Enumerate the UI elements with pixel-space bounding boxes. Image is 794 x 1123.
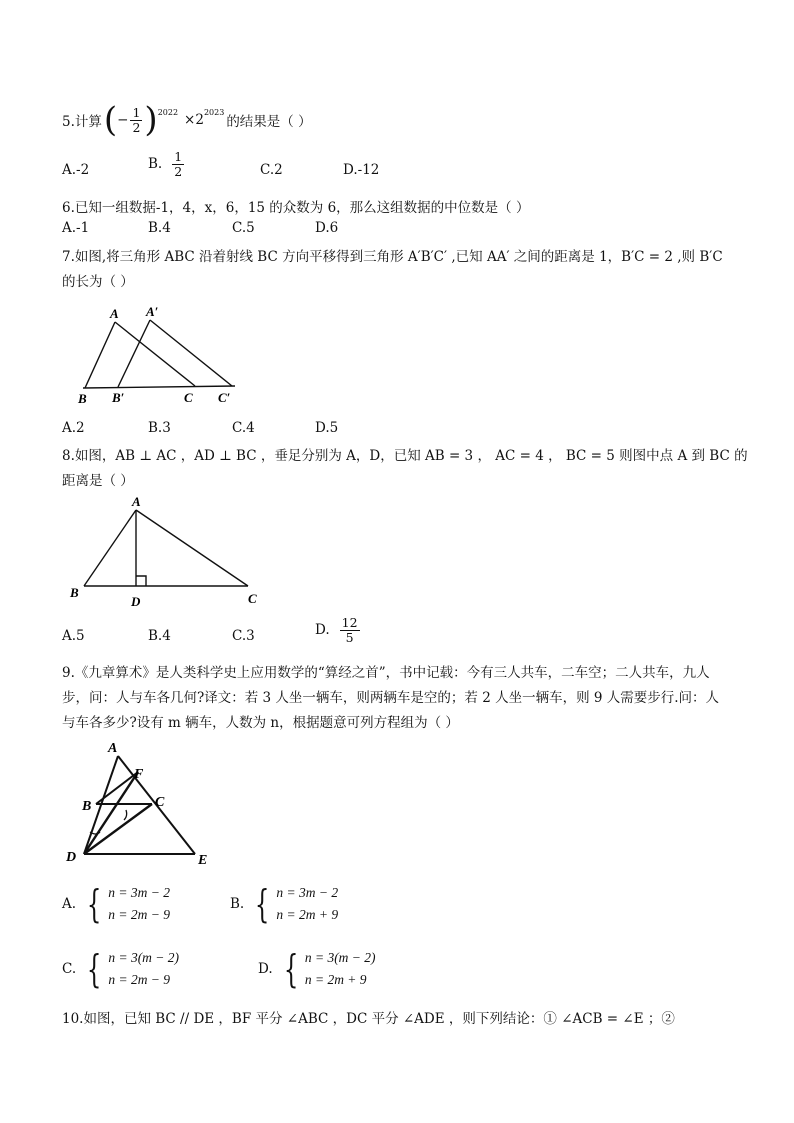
q8-option-a: A.5 [62,628,85,644]
q9-option-a-system [82,882,170,926]
q9-option-d-eq1: n = 3(m − 2) [304,950,376,965]
q9-segment-df [84,772,138,854]
q5-prefix: 5.计算 [62,114,102,130]
question-5-stem [62,100,312,140]
q7-side-a2c2 [150,320,232,386]
q8-side-ab [84,510,136,586]
q5-option-d: D.-12 [343,162,380,178]
q9-option-a [62,882,170,926]
q5-fraction [130,106,142,135]
q5-option-a: A.-2 [62,162,90,178]
q9-segment-dc [84,804,152,854]
brace-icon: { [283,947,298,991]
q5-option-b-fraction [172,150,184,179]
q8-side-ac [136,510,248,586]
question-7-stem-line1: 7.如图,将三角形 ABC 沿着射线 BC 方向平移得到三角形 A′B′C′ ,已知 AA′ 之间的距离是 1，B′C = 2 ,则 B′C [62,249,723,265]
left-paren: ( [103,100,118,140]
q8-right-triangle-figure [64,494,264,614]
q8-option-d-num: 12 [341,615,358,630]
q8-option-c: C.3 [232,628,255,644]
q7-option-c: C.4 [232,420,255,436]
question-7-stem-line2: 的长为（ ） [62,274,134,290]
q9-option-a-eq2: n = 2m − 9 [108,907,170,922]
q9-option-d-label: D. [258,961,273,977]
question-10-stem-line1: 10.如图，已知 BC // DE ，BF 平分 ∠ABC ，DC 平分 ∠ADE ，则下列结论：① ∠ACB = ∠E ；② [62,1011,675,1027]
q9-option-d-system [279,947,376,991]
question-6-stem: 6.已知一组数据-1，4，x，6，15 的众数为 6，那么这组数据的中位数是（ ） [62,200,530,216]
q5-option-b-den: 2 [174,163,183,179]
q9-option-d-eq2: n = 2m + 9 [304,972,367,987]
q5-exp2: 2023 [203,107,225,117]
q8-option-d [315,616,362,645]
q9-option-c [62,947,180,991]
q9-label-c: C [155,795,165,810]
right-paren: ) [144,100,158,140]
q7-side-ab [85,322,115,388]
q9-label-b: B [82,799,92,814]
q8-label-c: C [248,591,257,606]
question-8-stem-line1: 8.如图，AB ⊥ AC ，AD ⊥ BC ，垂足分别为 A，D，已知 AB = 3 ， AC = 4 ， BC = 5 则图中点 A 到 BC 的 [62,448,748,464]
q5-option-b-label: B. [148,156,163,173]
q5-minus: − [117,112,129,128]
q5-times: ×2 [184,112,204,128]
q9-label-d: D [66,850,77,865]
q9-option-b-system [250,882,339,926]
q8-option-b: B.4 [148,628,171,644]
brace-icon: { [86,882,102,926]
q9-label-e: E [198,853,208,868]
q7-label-b: B [78,391,87,406]
q5-option-b [148,150,186,179]
q9-option-c-label: C. [62,961,77,977]
brace-icon: { [86,947,102,991]
q7-translation-figure [70,300,250,410]
q5-option-c: C.2 [260,162,283,178]
q9-option-b-label: B. [230,896,245,912]
q5-frac-num: 1 [132,104,141,120]
q7-label-a-prime: A′ [146,304,159,319]
q9-angle-mark-c [124,810,127,820]
q7-option-a: A.2 [62,420,85,436]
q9-option-a-eq1: n = 3m − 2 [108,885,170,900]
q8-right-angle-mark [136,576,146,586]
q9-option-c-system [82,947,180,991]
q7-label-a: A [110,306,119,321]
q5-option-b-num: 1 [174,149,183,164]
question-8-stem-line2: 距离是（ ） [62,473,134,489]
q9-label-f: F [134,767,144,782]
q6-option-d: D.6 [315,220,339,236]
q9-label-a: A [108,741,118,756]
q7-option-b: B.3 [148,420,171,436]
q5-frac-den: 2 [132,119,141,135]
q7-label-c-prime: C′ [218,390,231,405]
q9-option-a-label: A. [62,896,77,912]
q9-segment-bf [96,772,138,804]
q7-baseline [83,386,235,388]
question-9-stem-line2: 步，问：人与车各几何?译文：若 3 人坐一辆车，则两辆车是空的；若 2 人坐一辆车，则 9 人需要步行.问：人 [62,690,720,706]
q9-option-b-eq1: n = 3m − 2 [276,885,339,900]
q9-option-c-eq1: n = 3(m − 2) [108,950,180,965]
q7-label-c: C [184,390,193,405]
q8-label-a: A [132,494,141,509]
q9-option-b [230,882,339,926]
q9-option-c-eq2: n = 2m − 9 [108,972,171,987]
brace-icon: { [255,882,270,926]
q8-option-d-label: D. [315,622,330,639]
q6-option-a: A.-1 [62,220,90,236]
q6-option-b: B.4 [148,220,171,236]
question-9-stem-line3: 与车各多少?设有 m 辆车，人数为 n，根据题意可列方程组为（ ） [62,715,459,731]
q8-option-d-fraction [340,616,360,645]
q9-option-d [258,947,376,991]
q8-option-d-den: 5 [345,629,354,645]
q5-suffix: 的结果是（ ） [226,114,312,130]
q5-exp1: 2022 [157,107,179,117]
q7-side-a2b2 [118,320,150,387]
q7-side-ac [115,322,195,386]
q8-label-b: B [70,585,79,600]
q9-option-b-eq2: n = 2m + 9 [276,907,339,922]
q9-geometry-figure [62,736,222,871]
q7-label-b-prime: B′ [112,390,125,405]
q8-label-d: D [131,594,141,609]
question-9-stem-line1: 9.《九章算术》是人类科学史上应用数学的“算经之首”，书中记载：今有三人共车，二车空；二人共车，九人 [62,665,710,681]
q7-option-d: D.5 [315,420,339,436]
q6-option-c: C.5 [232,220,255,236]
